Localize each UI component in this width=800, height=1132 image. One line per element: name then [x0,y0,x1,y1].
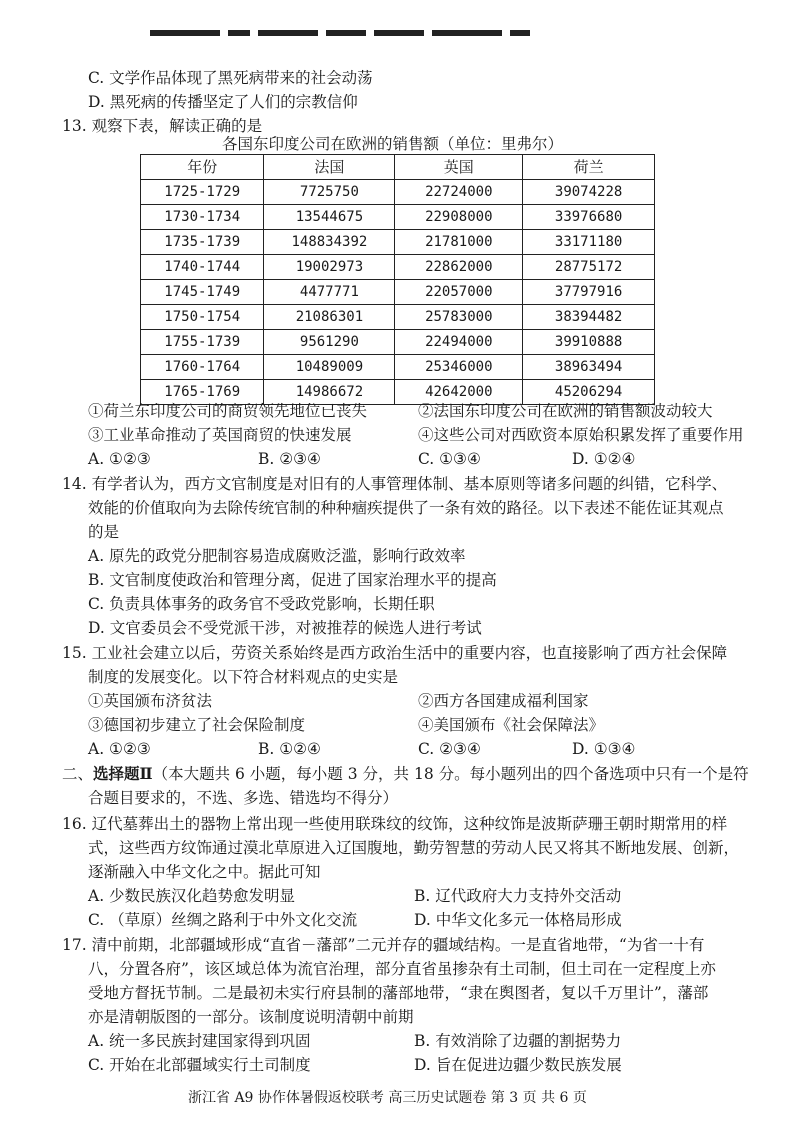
cell: 4477771 [264,280,395,305]
cell: 1765-1769 [141,380,264,405]
cell: 1725-1729 [141,180,264,205]
cell: 1740-1744 [141,255,264,280]
cell: 9561290 [264,330,395,355]
table-row [141,330,655,355]
q16-stem-line-1: 16. 辽代墓葬出土的器物上常出现一些使用联珠纹的纹饰，这种纹饰是波斯萨珊王朝时期常用的样 [62,815,728,833]
cell: 45206294 [523,380,655,405]
q16-stem-line-3: 逐渐融入中华文化之中。据此可知 [88,863,321,881]
q17-stem-line-3: 受地方督抚节制。二是最初未实行府县制的藩部地带，“隶在舆图者，复以千万里计”，藩部 [88,984,709,1002]
q16-stem-line-2: 式，这些西方纹饰通过漠北草原进入辽国腹地，勤劳智慧的劳动人民又将其不断地发展、创新， [88,839,740,857]
cell: 21086301 [264,305,395,330]
cell: 22908000 [395,205,523,230]
cell: 1730-1734 [141,205,264,230]
page-footer: 浙江省 A9 协作体暑假返校联考 高三历史试题卷 第 3 页 共 6 页 [188,1090,587,1106]
header-netherlands: 荷兰 [523,155,655,180]
q12-option-c: C. 文学作品体现了黑死病带来的社会动荡 [88,69,373,87]
header-britain: 英国 [395,155,523,180]
q17-option-d: D. 旨在促进边疆少数民族发展 [414,1056,622,1074]
q14-stem-line-1: 14. 有学者认为，西方文官制度是对旧有的人事管理体制、基本原则等诸多问题的纠错，它科学、 [62,475,728,493]
q13-statement-1: ①荷兰东印度公司的商贸领先地位已丧失 [88,402,368,420]
q15-statement-2: ②西方各国建成福利国家 [418,692,589,710]
cell: 1745-1749 [141,280,264,305]
q12-option-d: D. 黑死病的传播坚定了人们的宗教信仰 [88,93,358,111]
cell: 22494000 [395,330,523,355]
q15-option-a: A. ①②③ [88,740,151,758]
table-row [141,355,655,380]
cell: 13544675 [264,205,395,230]
cell: 38963494 [523,355,655,380]
cell: 21781000 [395,230,523,255]
table-header-row [141,155,655,180]
cell: 22862000 [395,255,523,280]
q15-statement-4: ④美国颁布《社会保障法》 [418,716,605,734]
header-year: 年份 [141,155,264,180]
cell: 22057000 [395,280,523,305]
table-row [141,230,655,255]
cell: 25346000 [395,355,523,380]
cell: 148834392 [264,230,395,255]
table-row [141,255,655,280]
q16-option-a: A. 少数民族汉化趋势愈发明显 [88,887,296,905]
cell: 28775172 [523,255,655,280]
cropped-top-text [150,30,540,40]
q14-option-a: A. 原先的政党分肥制容易造成腐败泛滥，影响行政效率 [88,547,466,565]
q17-stem-line-1: 17. 清中前期，北部疆域形成“直省－藩部”二元并存的疆域结构。一是直省地带，“为省一十有 [62,936,705,954]
q13-option-d: D. ①②④ [572,450,636,468]
cell: 7725750 [264,180,395,205]
q16-option-d: D. 中华文化多元一体格局形成 [414,911,622,929]
q15-stem-line-1: 15. 工业社会建立以后，劳资关系始终是西方政治生活中的重要内容，也直接影响了西方社会保障 [62,644,728,662]
q13-statement-3: ③工业革命推动了英国商贸的快速发展 [88,426,352,444]
cell: 22724000 [395,180,523,205]
q15-statement-3: ③德国初步建立了社会保险制度 [88,716,306,734]
section2-title: 选择题Ⅱ [93,764,153,783]
q15-option-d: D. ①③④ [572,740,636,758]
cell: 1750-1754 [141,305,264,330]
q17-option-b: B. 有效消除了边疆的割据势力 [414,1032,622,1050]
section2-prefix: 二、 [62,765,94,783]
cell: 37797916 [523,280,655,305]
q14-option-c: C. 负责具体事务的政务官不受政党影响，长期任职 [88,595,435,613]
q14-stem-line-3: 的是 [88,523,120,541]
table-row [141,205,655,230]
cell: 33171180 [523,230,655,255]
q13-stem: 13. 观察下表，解读正确的是 [62,117,263,135]
q13-table-title: 各国东印度公司在欧洲的销售额（单位：里弗尔） [222,135,564,153]
q15-statement-1: ①英国颁布济贫法 [88,692,213,710]
cell: 19002973 [264,255,395,280]
q13-option-b: B. ②③④ [258,450,321,468]
cell: 39074228 [523,180,655,205]
cell: 1760-1764 [141,355,264,380]
cell: 25783000 [395,305,523,330]
table-row [141,280,655,305]
sales-table [140,154,655,405]
q15-stem-line-2: 制度的发展变化。以下符合材料观点的史实是 [88,668,399,686]
q15-option-c: C. ②③④ [418,740,481,758]
section2-heading [62,762,749,786]
q14-option-b: B. 文官制度使政治和管理分离，促进了国家治理水平的提高 [88,571,497,589]
q14-option-d: D. 文官委员会不受党派干涉，对被推荐的候选人进行考试 [88,619,482,637]
table-row [141,180,655,205]
q17-option-a: A. 统一多民族封建国家得到巩固 [88,1032,311,1050]
q13-statement-4: ④这些公司对西欧资本原始积累发挥了重要作用 [418,426,744,444]
section2-instructions: （本大题共 6 小题，每小题 3 分，共 18 分。每小题列出的四个备选项中只有一个是符 [152,765,749,783]
section2-heading-line-2: 合题目要求的，不选、多选、错选均不得分） [88,789,399,807]
cell: 10489009 [264,355,395,380]
cell: 39910888 [523,330,655,355]
q13-option-a: A. ①②③ [88,450,151,468]
table-row [141,305,655,330]
cell: 42642000 [395,380,523,405]
q13-statement-2: ②法国东印度公司在欧洲的销售额波动较大 [418,402,713,420]
q14-stem-line-2: 效能的价值取向为去除传统官制的种种痼疾提供了一条有效的路径。以下表述不能佐证其观点 [88,499,724,517]
q17-option-c: C. 开始在北部疆域实行土司制度 [88,1056,311,1074]
q17-stem-line-2: 八，分置各府”，该区域总体为流官治理，部分直省虽掺杂有土司制，但土司在一定程度上亦 [88,960,716,978]
q15-option-b: B. ①②④ [258,740,321,758]
header-france: 法国 [264,155,395,180]
cell: 1735-1739 [141,230,264,255]
cell: 38394482 [523,305,655,330]
cell: 14986672 [264,380,395,405]
q17-stem-line-4: 亦是清朝版图的一部分。该制度说明清朝中前期 [88,1008,414,1026]
q16-option-c: C. （草原）丝绸之路利于中外文化交流 [88,911,358,929]
cell: 33976680 [523,205,655,230]
cell: 1755-1739 [141,330,264,355]
q16-option-b: B. 辽代政府大力支持外交活动 [414,887,622,905]
q13-option-c: C. ①③④ [418,450,481,468]
